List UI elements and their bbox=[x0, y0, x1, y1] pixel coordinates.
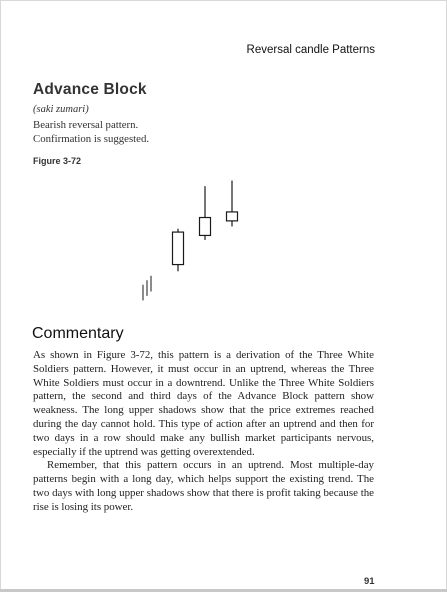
candle-body bbox=[173, 232, 184, 264]
pattern-description-line: Confirmation is suggested. bbox=[33, 133, 150, 145]
candle-body bbox=[227, 212, 238, 221]
candle-body bbox=[200, 218, 211, 236]
section-heading: Commentary bbox=[32, 325, 124, 342]
figure-label: Figure 3-72 bbox=[33, 156, 82, 166]
page-number: 91 bbox=[364, 576, 375, 587]
commentary-body bbox=[33, 349, 374, 515]
commentary-paragraph: As shown in Figure 3-72, this pattern is a derivation of the Three White Soldiers pattern. However, it must occur in an uptrend, whereas the Three White Soldiers must occur in a downtrend. Unlike the Three White Soldiers pattern, the second and third days of the Advance Block pattern show weakness. The long upper shadows show that the price extremes reached during the day cannot hold. This type of action after an uptrend and then for two days in a row should make any bullish market participants nervous, especially if the uptrend was getting overextended. bbox=[33, 349, 374, 458]
pattern-description-line: Bearish reversal pattern. bbox=[33, 119, 139, 131]
pattern-title: Advance Block bbox=[33, 81, 147, 98]
japanese-name: (saki zumari) bbox=[33, 104, 89, 115]
commentary-paragraph: Remember, that this pattern occurs in an uptrend. Most multiple-day patterns begin with a long day, which helps support the existing trend. The two days with long upper shadows show that there is profit taking because the rise is losing its power. bbox=[33, 459, 374, 513]
running-header: Reversal candle Patterns bbox=[246, 44, 375, 56]
